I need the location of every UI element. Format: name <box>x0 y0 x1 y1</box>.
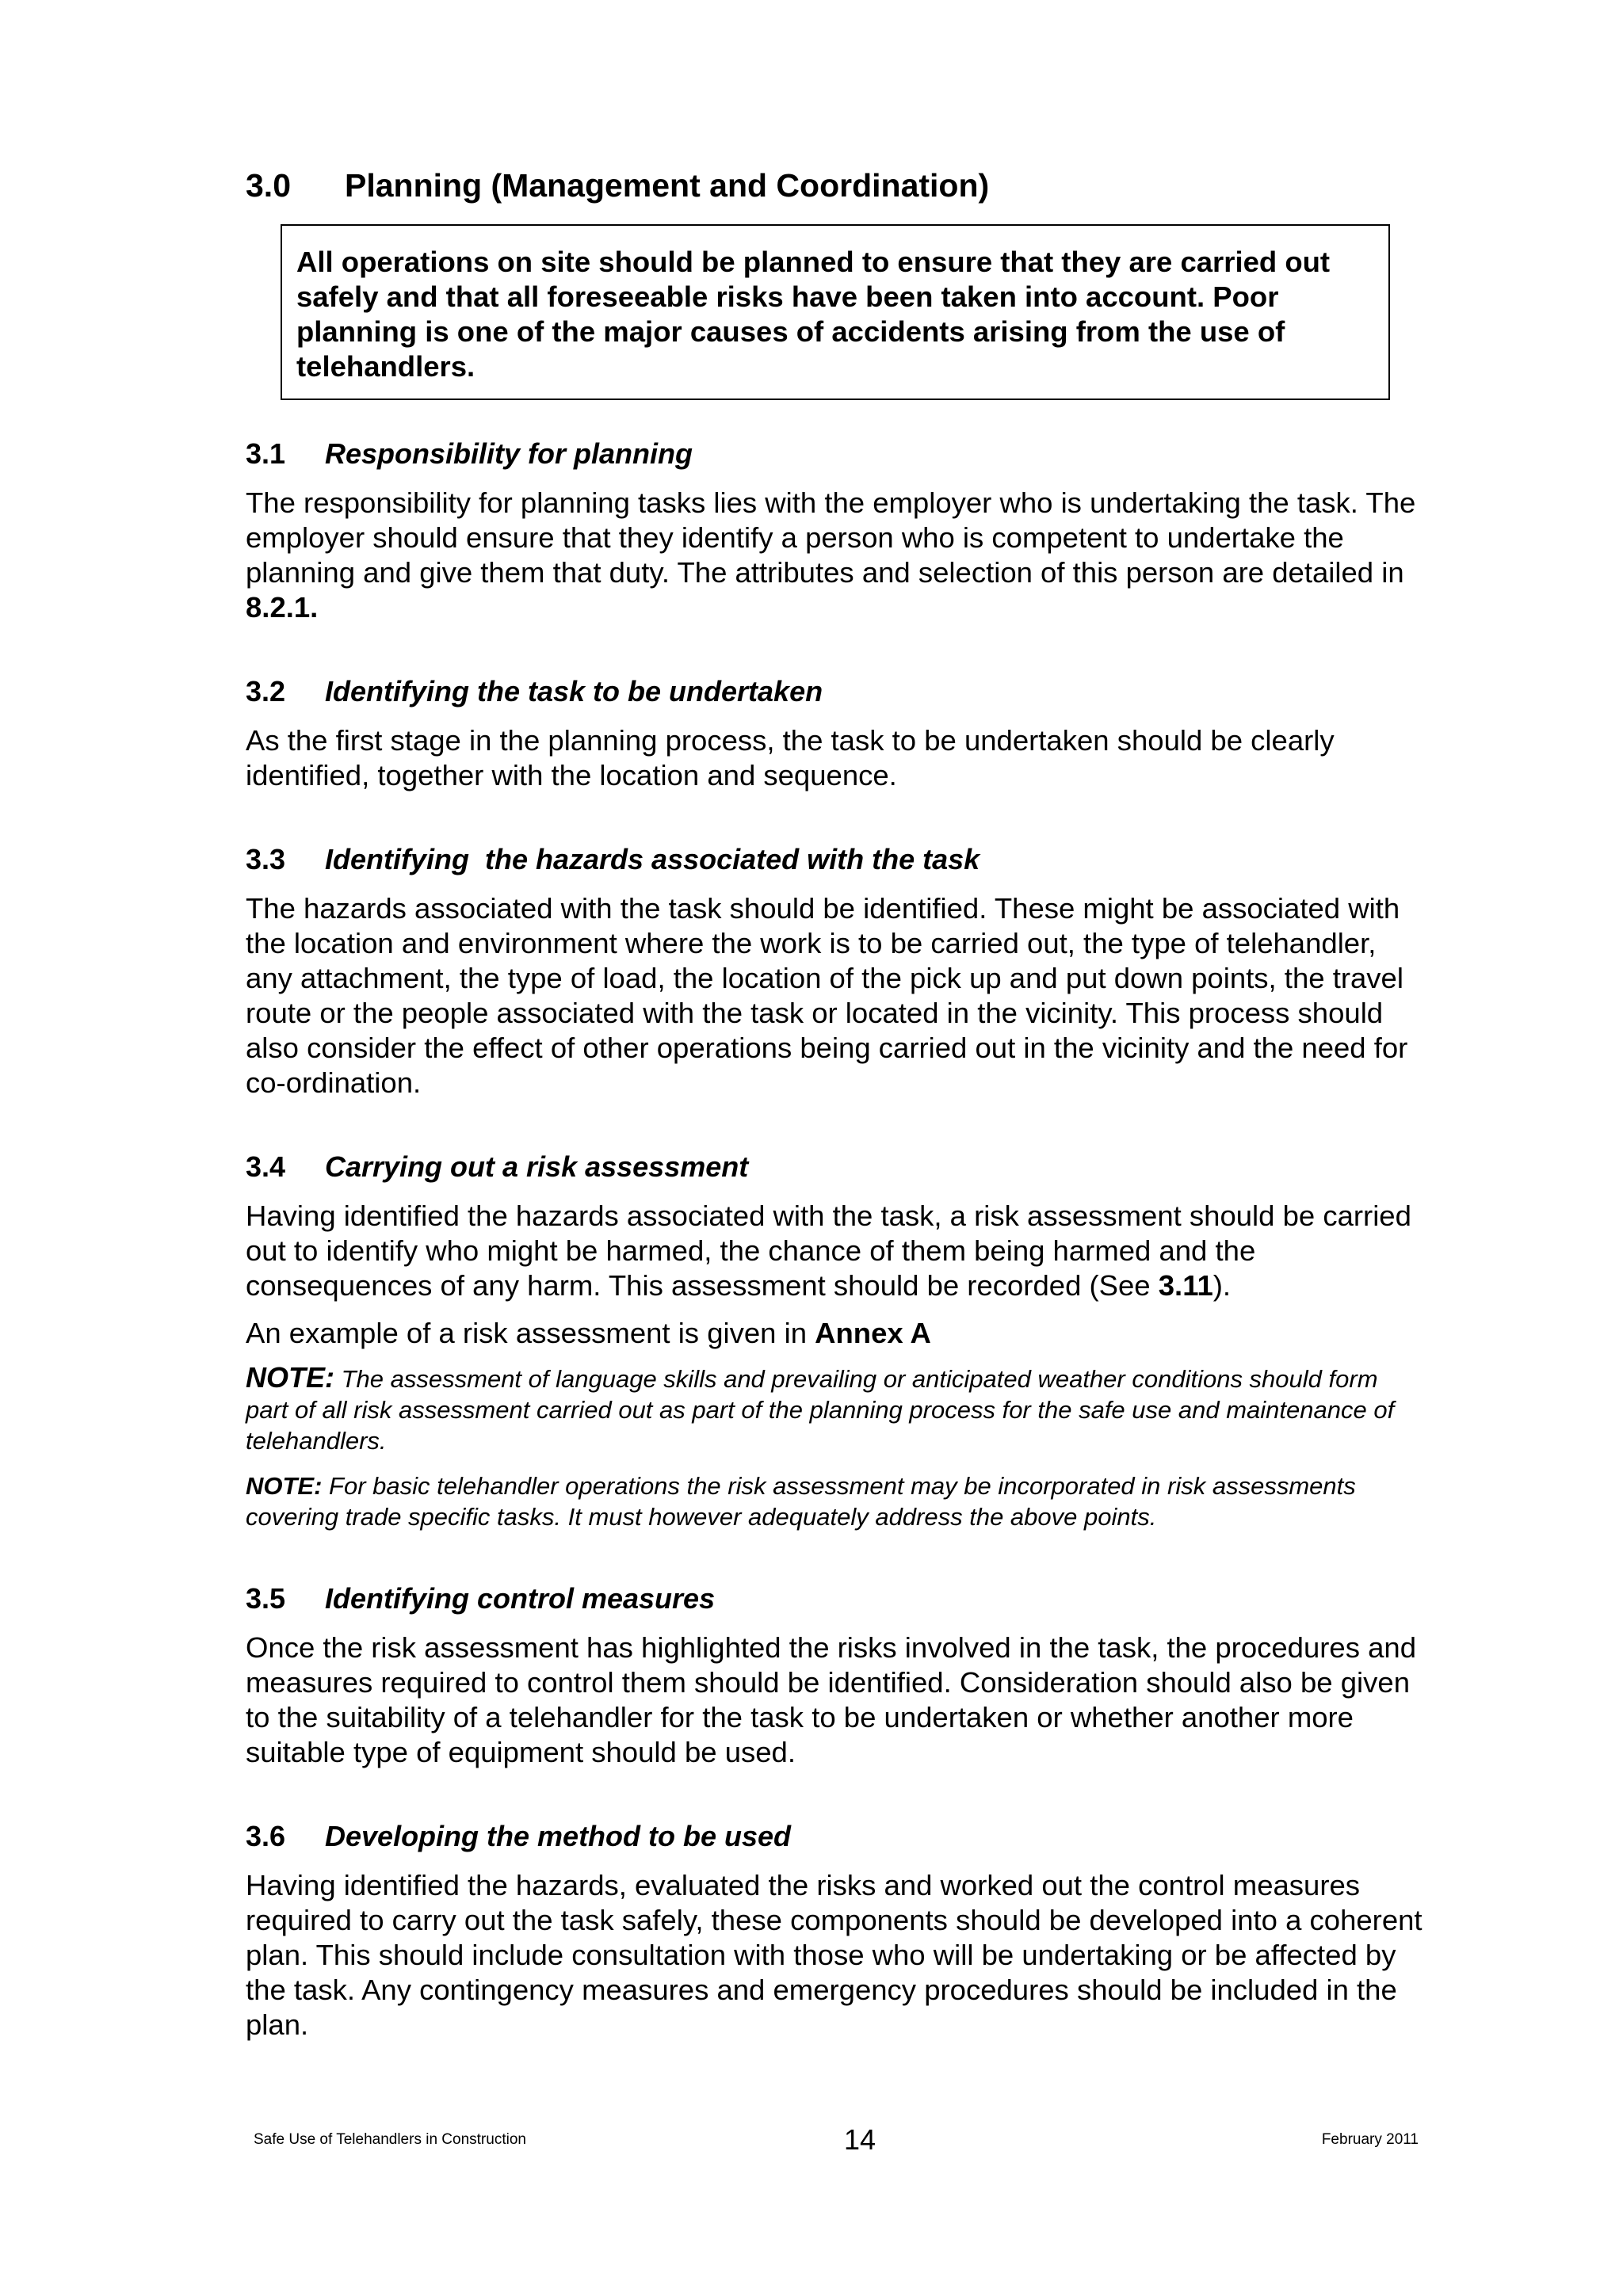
section-3-3 <box>246 842 1426 1100</box>
summary-text: All operations on site should be planned to ensure that they are carried out safely and that all foreseeable risks have been taken into account. Poor planning is one of the major causes of accidents arising from the use of telehandlers. <box>296 246 1331 383</box>
section-paragraph <box>246 486 1426 625</box>
cross-reference: 8.2.1. <box>246 591 319 624</box>
note-paragraph <box>246 1470 1426 1532</box>
heading-title: Planning (Management and Coordination) <box>345 167 990 204</box>
section-number: 3.6 <box>246 1820 286 1853</box>
section-number: 3.5 <box>246 1582 286 1615</box>
section-number: 3.1 <box>246 437 286 471</box>
section-title: Developing the method to be used <box>325 1820 792 1853</box>
section-number: 3.4 <box>246 1150 286 1184</box>
section-title: Responsibility for planning <box>325 437 693 471</box>
paragraph-text: The responsibility for planning tasks lies with the employer who is undertaking the task. The employer should ensure that they identify a person who is competent to undertake the planning and give them that duty. The attributes and selection of this person are detailed in <box>246 486 1416 589</box>
note-text: The assessment of language skills and prevailing or anticipated weather conditions should form part of all risk assessment carried out as part of the planning process for the safe use and maintenance of telehandlers. <box>246 1365 1395 1455</box>
section-number: 3.3 <box>246 843 286 876</box>
paragraph-text: ). <box>1212 1269 1232 1302</box>
section-title: Carrying out a risk assessment <box>325 1150 749 1184</box>
cross-reference: 3.11 <box>1158 1269 1213 1302</box>
note-paragraph <box>246 1362 1426 1456</box>
footer-date: February 2011 <box>1321 2131 1419 2148</box>
note-text: For basic telehandler operations the risk assessment may be incorporated in risk assessments covering trade specific tasks. It must however adequately address the above points. <box>246 1472 1356 1531</box>
footer-page-number: 14 <box>844 2123 876 2156</box>
section-heading <box>246 1819 1426 1854</box>
section-paragraph: The hazards associated with the task should be identified. These might be associated with the location and environment where the work is to be carried out, the type of telehandler, any attachment, the type of load, the location of the pick up and put down points, the travel route or the people associated with the task or located in the vicinity. This process should also consider the effect of other operations being carried out in the vicinity and the need for co-ordination. <box>246 892 1408 1100</box>
heading-number: 3.0 <box>246 167 291 204</box>
cross-reference: Annex A <box>815 1317 931 1350</box>
section-3-5 <box>246 1581 1426 1770</box>
section-number: 3.2 <box>246 675 286 708</box>
paragraph-text: Having identified the hazards associated with the task, a risk assessment should be carried out to identify who might be harmed, the chance of them being harmed and the consequences of any harm. This assessment should be recorded (See <box>246 1199 1411 1302</box>
footer-document-title: Safe Use of Telehandlers in Construction <box>254 2131 526 2148</box>
paragraph-text: An example of a risk assessment is given in <box>246 1317 815 1350</box>
note-label: NOTE: <box>246 1361 334 1394</box>
section-heading <box>246 674 1426 709</box>
section-3-6 <box>246 1819 1426 2042</box>
section-heading <box>246 1581 1426 1616</box>
section-heading <box>246 437 1426 471</box>
page-title <box>246 166 1426 205</box>
section-3-1 <box>246 437 1426 625</box>
note-label: NOTE: <box>246 1472 323 1501</box>
section-title: Identifying control measures <box>325 1582 716 1615</box>
section-3-2 <box>246 674 1426 793</box>
section-heading <box>246 1150 1426 1184</box>
section-paragraph <box>246 1199 1426 1303</box>
section-paragraph: Once the risk assessment has highlighted the risks involved in the task, the procedures and measures required to control them should be identified. Consideration should also be given to the suitability of a telehandler for the task to be undertaken or whether another more suitable type of equipment should be used. <box>246 1631 1417 1769</box>
document-page <box>246 166 1426 2042</box>
section-paragraph <box>246 1316 1426 1351</box>
page-footer <box>254 2123 1419 2155</box>
section-3-4 <box>246 1150 1426 1532</box>
section-title: Identifying the task to be undertaken <box>325 675 823 708</box>
section-heading <box>246 842 1426 877</box>
section-paragraph: As the first stage in the planning process, the task to be undertaken should be clearly identified, together with the location and sequence. <box>246 724 1335 792</box>
section-title: Identifying the hazards associated with the task <box>325 843 980 876</box>
summary-box <box>281 224 1390 400</box>
section-paragraph: Having identified the hazards, evaluated the risks and worked out the control measures required to carry out the task safely, these components should be developed into a coherent plan. This should include consultation with those who will be undertaking or be affected by the task. Any contingency measures and emergency procedures should be included in the plan. <box>246 1869 1423 2042</box>
